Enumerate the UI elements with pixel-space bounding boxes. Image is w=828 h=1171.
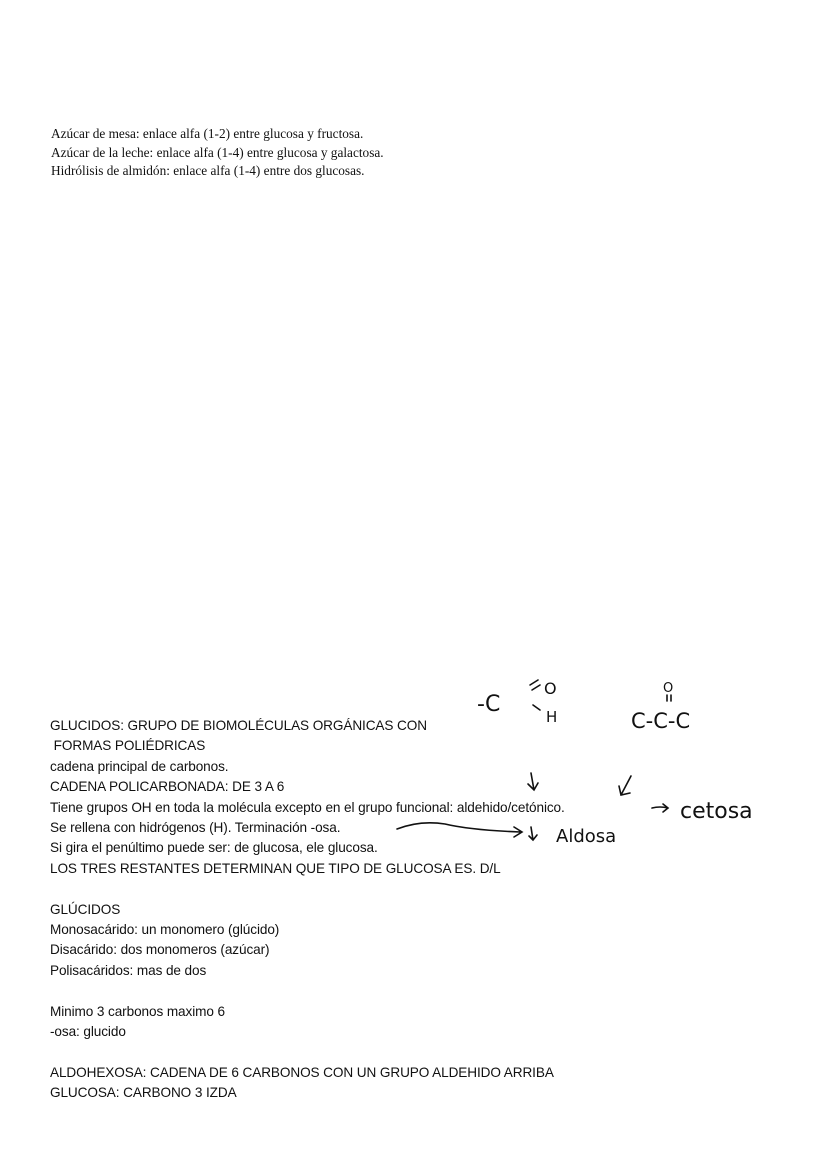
arrow-down-icon (529, 827, 537, 840)
ketone-oxygen: O (663, 681, 674, 696)
arrow-right-icon (397, 823, 522, 837)
note-line: Monosacárido: un monomero (glúcido) (50, 922, 280, 938)
section-heading: GLÚCIDOS (50, 901, 121, 917)
note-line: Polisacáridos: mas de dos (50, 962, 207, 978)
note-line: Minimo 3 carbonos maximo 6 (50, 1003, 225, 1019)
double-bond-mark (530, 680, 540, 690)
note-line: Si gira el penúltimo puede ser: de glucosa, ele glucosa. (50, 840, 378, 856)
note-line: FORMAS POLIÉDRICAS (50, 738, 206, 754)
note-line: CADENA POLICARBONADA: DE 3 A 6 (50, 779, 285, 795)
aldehyde-oxygen: O (544, 679, 557, 698)
note-line: Azúcar de mesa: enlace alfa (1-2) entre glucosa y fructosa. (51, 126, 364, 141)
note-line: GLUCOSA: CARBONO 3 IZDA (50, 1085, 237, 1101)
note-line: -osa: glucido (50, 1024, 126, 1040)
single-bond-mark (533, 705, 540, 710)
cetosa-label: cetosa (680, 799, 753, 824)
arrow-down-icon (528, 773, 538, 790)
aldehyde-carbon: -C (477, 692, 501, 717)
note-line: Disacárido: dos monomeros (azúcar) (50, 942, 270, 958)
arrow-right-icon (652, 804, 668, 812)
ketone-chain: C-C-C (631, 709, 691, 733)
note-line: cadena principal de carbonos. (50, 758, 229, 774)
note-line: LOS TRES RESTANTES DETERMINAN QUE TIPO DE GLUCOSA ES. D/L (50, 860, 501, 876)
note-line: Azúcar de la leche: enlace alfa (1-4) entre glucosa y galactosa. (51, 144, 384, 160)
note-line: ALDOHEXOSA: CADENA DE 6 CARBONOS CON UN GRUPO ALDEHIDO ARRIBA (50, 1064, 554, 1080)
aldosa-label: Aldosa (556, 826, 617, 847)
note-line: GLUCIDOS: GRUPO DE BIOMOLÉCULAS ORGÁNICAS CON (50, 718, 427, 733)
note-line: Se rellena con hidrógenos (H). Terminación -osa. (50, 820, 341, 836)
aldehyde-hydrogen: H (546, 708, 558, 726)
note-line: Hidrólisis de almidón: enlace alfa (1-4) entre dos glucosas. (51, 163, 365, 178)
arrow-down-icon (619, 776, 631, 795)
note-line: Tiene grupos OH en toda la molécula excepto en el grupo funcional: aldehido/cetónico. (50, 799, 565, 815)
